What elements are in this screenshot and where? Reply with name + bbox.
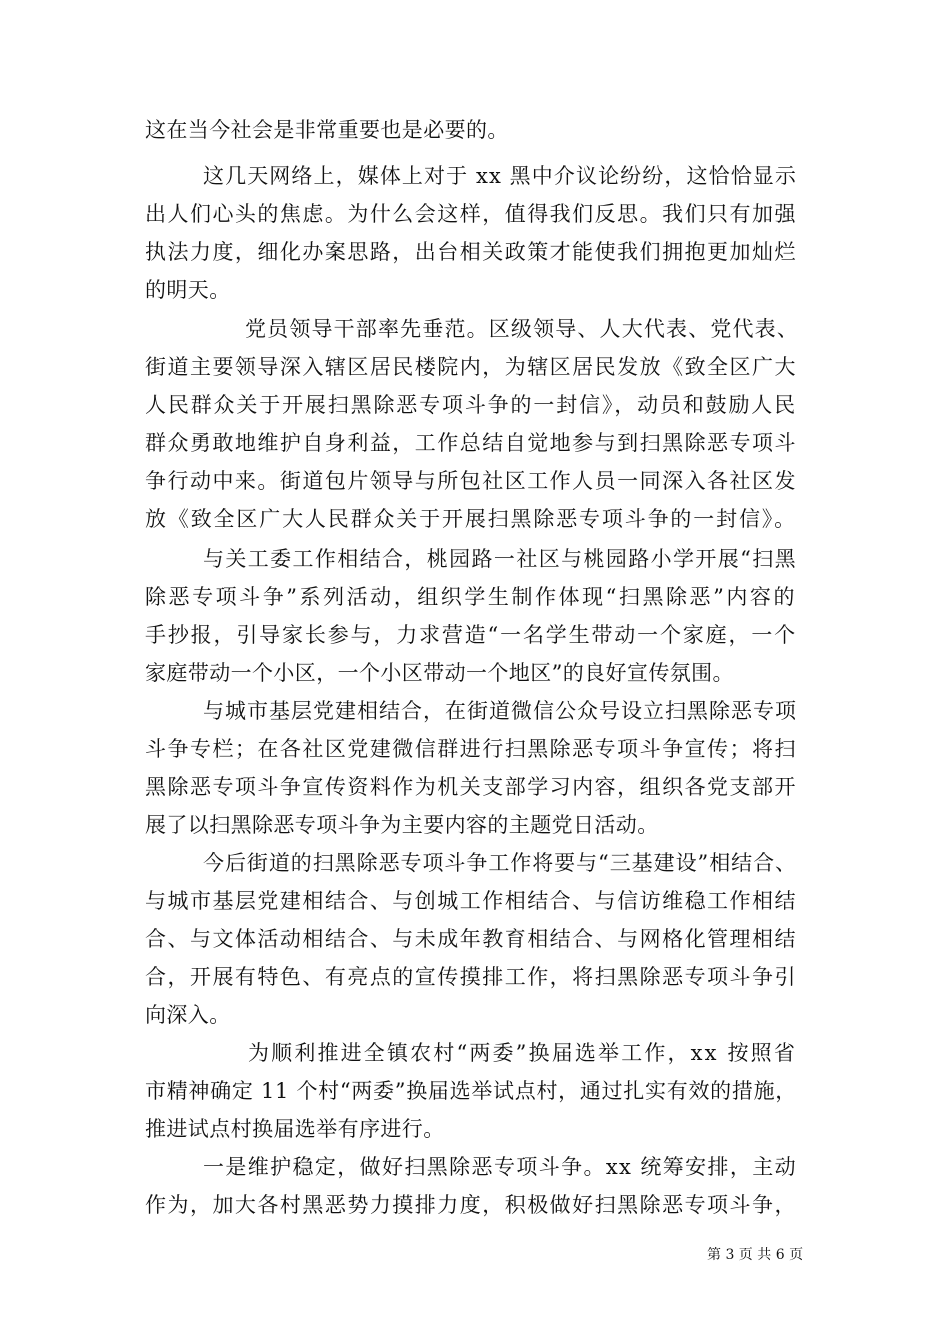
text-line: 放《致全区广大人民群众关于开展扫黑除恶专项斗争的一封信》。 (145, 507, 797, 531)
text-line: 合、与文体活动相结合、与未成年教育相结合、与网格化管理相结 (145, 927, 797, 951)
text-line: 家庭带动一个小区，一个小区带动一个地区”的良好宣传氛围。 (145, 661, 734, 685)
text-line: 出人们心头的焦虑。为什么会这样，值得我们反思。我们只有加强 (145, 202, 797, 226)
text-line: 街道主要领导深入辖区居民楼院内，为辖区居民发放《致全区广大 (145, 355, 797, 379)
text-line: 作为，加大各村黑恶势力摸排力度，积极做好扫黑除恶专项斗争， (145, 1193, 797, 1217)
text-line: 党员领导干部率先垂范。区级领导、人大代表、党代表、 (245, 317, 799, 341)
page-number: 第 3 页 共 6 页 (707, 1247, 804, 1263)
text-line: 与关工委工作相结合，桃园路一社区与桃园路小学开展“扫黑 (203, 547, 797, 571)
text-line: 斗争专栏；在各社区党建微信群进行扫黑除恶专项斗争宣传；将扫 (145, 737, 797, 761)
text-line: 推进试点村换届选举有序进行。 (145, 1117, 445, 1141)
text-line: 除恶专项斗争”系列活动，组织学生制作体现“扫黑除恶”内容的 (145, 585, 797, 609)
text-line: 与城市基层党建相结合，在街道微信公众号设立扫黑除恶专项 (203, 699, 797, 723)
text-line: 黑除恶专项斗争宣传资料作为机关支部学习内容，组织各党支部开 (145, 775, 797, 799)
text-line: 合，开展有特色、有亮点的宣传摸排工作，将扫黑除恶专项斗争引 (145, 965, 797, 989)
text-line: 向深入。 (145, 1003, 231, 1027)
text-line: 执法力度，细化办案思路，出台相关政策才能使我们拥抱更加灿烂 (145, 240, 797, 264)
text-line: 今后街道的扫黑除恶专项斗争工作将要与“三基建设”相结合、 (203, 851, 797, 875)
text-line: 这在当今社会是非常重要也是必要的。 (145, 118, 509, 142)
text-line: 的明天。 (145, 278, 231, 302)
text-line: 一是维护稳定，做好扫黑除恶专项斗争。xx 统筹安排，主动 (203, 1155, 797, 1179)
text-line: 市精神确定 11 个村“两委”换届选举试点村，通过扎实有效的措施， (145, 1079, 797, 1103)
text-line: 展了以扫黑除恶专项斗争为主要内容的主题党日活动。 (145, 813, 659, 837)
text-line: 争行动中来。街道包片领导与所包社区工作人员一同深入各社区发 (145, 469, 797, 493)
text-line: 群众勇敢地维护自身利益，工作总结自觉地参与到扫黑除恶专项斗 (145, 431, 797, 455)
text-line: 人民群众关于开展扫黑除恶专项斗争的一封信》，动员和鼓励人民 (145, 393, 797, 417)
text-line: 这几天网络上，媒体上对于 xx 黑中介议论纷纷，这恰恰显示 (203, 164, 797, 188)
text-line: 为顺利推进全镇农村“两委”换届选举工作，xx 按照省 (248, 1041, 797, 1065)
text-line: 手抄报，引导家长参与，力求营造“一名学生带动一个家庭，一个 (145, 623, 797, 647)
text-line: 与城市基层党建相结合、与创城工作相结合、与信访维稳工作相结 (145, 889, 797, 913)
